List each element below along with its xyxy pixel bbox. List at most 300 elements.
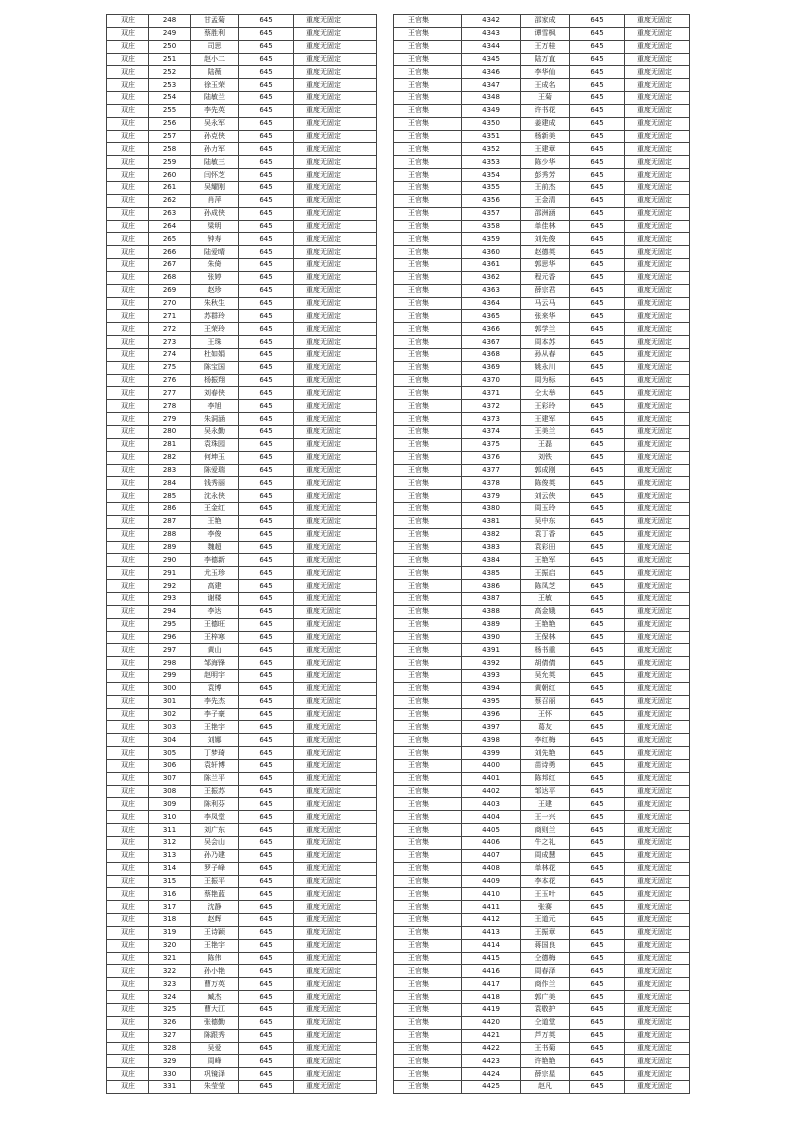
name-cell: 许艳艳	[521, 1055, 570, 1068]
type-cell: 重度无固定	[294, 1016, 377, 1029]
number-cell: 326	[149, 1016, 191, 1029]
type-cell: 重度无固定	[625, 117, 690, 130]
type-cell: 重度无固定	[625, 15, 690, 28]
number-cell: 264	[149, 220, 191, 233]
type-cell: 重度无固定	[625, 592, 690, 605]
name-cell: 王振平	[191, 875, 239, 888]
type-cell: 重度无固定	[625, 939, 690, 952]
area-cell: 双庄	[107, 541, 149, 554]
name-cell: 赵德英	[521, 246, 570, 259]
type-cell: 重度无固定	[294, 374, 377, 387]
amount-cell: 645	[570, 233, 625, 246]
amount-cell: 645	[239, 605, 294, 618]
number-cell: 4378	[462, 477, 521, 490]
number-cell: 294	[149, 605, 191, 618]
number-cell: 4420	[462, 1016, 521, 1029]
area-cell: 双庄	[107, 92, 149, 105]
amount-cell: 645	[239, 336, 294, 349]
area-cell: 王官集	[394, 682, 462, 695]
number-cell: 4344	[462, 40, 521, 53]
table-row	[107, 27, 377, 40]
number-cell: 4361	[462, 259, 521, 272]
name-cell: 薛宗星	[521, 1068, 570, 1081]
amount-cell: 645	[570, 297, 625, 310]
name-cell: 王成名	[521, 79, 570, 92]
amount-cell: 645	[239, 181, 294, 194]
table-row	[107, 528, 377, 541]
area-cell: 双庄	[107, 978, 149, 991]
area-cell: 王官集	[394, 991, 462, 1004]
amount-cell: 645	[239, 798, 294, 811]
area-cell: 王官集	[394, 348, 462, 361]
type-cell: 重度无固定	[294, 156, 377, 169]
type-cell: 重度无固定	[625, 259, 690, 272]
table-row	[394, 888, 690, 901]
amount-cell: 645	[570, 143, 625, 156]
table-row	[394, 862, 690, 875]
type-cell: 重度无固定	[294, 657, 377, 670]
type-cell: 重度无固定	[625, 554, 690, 567]
table-row	[107, 515, 377, 528]
number-cell: 307	[149, 772, 191, 785]
name-cell: 商作兰	[521, 978, 570, 991]
area-cell: 王官集	[394, 169, 462, 182]
number-cell: 4370	[462, 374, 521, 387]
name-cell: 尤玉珍	[191, 567, 239, 580]
table-row	[107, 1055, 377, 1068]
amount-cell: 645	[570, 438, 625, 451]
area-cell: 双庄	[107, 438, 149, 451]
number-cell: 324	[149, 991, 191, 1004]
amount-cell: 645	[239, 194, 294, 207]
type-cell: 重度无固定	[625, 464, 690, 477]
type-cell: 重度无固定	[625, 323, 690, 336]
table-row	[107, 811, 377, 824]
table-row	[107, 747, 377, 760]
amount-cell: 645	[239, 400, 294, 413]
name-cell: 王菊	[521, 92, 570, 105]
area-cell: 王官集	[394, 567, 462, 580]
name-cell: 丁梦琦	[191, 747, 239, 760]
number-cell: 4373	[462, 413, 521, 426]
name-cell: 陈宝国	[191, 361, 239, 374]
amount-cell: 645	[239, 1029, 294, 1042]
number-cell: 4364	[462, 297, 521, 310]
number-cell: 4386	[462, 580, 521, 593]
area-cell: 双庄	[107, 901, 149, 914]
table-row	[394, 438, 690, 451]
name-cell: 张德勤	[191, 1016, 239, 1029]
name-cell: 陆万直	[521, 53, 570, 66]
number-cell: 4424	[462, 1068, 521, 1081]
name-cell: 王一兴	[521, 811, 570, 824]
area-cell: 双庄	[107, 336, 149, 349]
amount-cell: 645	[239, 169, 294, 182]
type-cell: 重度无固定	[294, 567, 377, 580]
area-cell: 王官集	[394, 901, 462, 914]
table-row	[107, 207, 377, 220]
name-cell: 罗子峰	[191, 862, 239, 875]
type-cell: 重度无固定	[294, 246, 377, 259]
number-cell: 4409	[462, 875, 521, 888]
type-cell: 重度无固定	[625, 682, 690, 695]
area-cell: 王官集	[394, 27, 462, 40]
table-row	[107, 246, 377, 259]
table-row	[107, 862, 377, 875]
type-cell: 重度无固定	[625, 130, 690, 143]
area-cell: 王官集	[394, 631, 462, 644]
type-cell: 重度无固定	[625, 991, 690, 1004]
number-cell: 283	[149, 464, 191, 477]
name-cell: 高金娥	[521, 605, 570, 618]
amount-cell: 645	[570, 1003, 625, 1016]
type-cell: 重度无固定	[294, 323, 377, 336]
area-cell: 王官集	[394, 104, 462, 117]
left-roster-body	[107, 15, 377, 1094]
amount-cell: 645	[570, 246, 625, 259]
table-row	[394, 1068, 690, 1081]
amount-cell: 645	[239, 837, 294, 850]
table-row	[394, 695, 690, 708]
table-row	[107, 92, 377, 105]
type-cell: 重度无固定	[294, 361, 377, 374]
type-cell: 重度无固定	[294, 143, 377, 156]
amount-cell: 645	[570, 592, 625, 605]
table-row	[107, 220, 377, 233]
number-cell: 312	[149, 837, 191, 850]
amount-cell: 645	[570, 387, 625, 400]
name-cell: 李达	[191, 605, 239, 618]
name-cell: 杨振翔	[191, 374, 239, 387]
type-cell: 重度无固定	[294, 515, 377, 528]
number-cell: 286	[149, 503, 191, 516]
table-row	[107, 1003, 377, 1016]
amount-cell: 645	[239, 117, 294, 130]
amount-cell: 645	[239, 284, 294, 297]
name-cell: 王前杰	[521, 181, 570, 194]
area-cell: 王官集	[394, 541, 462, 554]
area-cell: 王官集	[394, 721, 462, 734]
name-cell: 朱莹莹	[191, 1081, 239, 1094]
area-cell: 王官集	[394, 297, 462, 310]
name-cell: 王建	[521, 798, 570, 811]
type-cell: 重度无固定	[625, 336, 690, 349]
number-cell: 4387	[462, 592, 521, 605]
type-cell: 重度无固定	[625, 451, 690, 464]
type-cell: 重度无固定	[625, 400, 690, 413]
amount-cell: 645	[570, 965, 625, 978]
number-cell: 278	[149, 400, 191, 413]
number-cell: 323	[149, 978, 191, 991]
table-row	[394, 66, 690, 79]
number-cell: 4403	[462, 798, 521, 811]
area-cell: 双庄	[107, 464, 149, 477]
type-cell: 重度无固定	[625, 156, 690, 169]
amount-cell: 645	[239, 156, 294, 169]
table-row	[107, 631, 377, 644]
number-cell: 4379	[462, 490, 521, 503]
number-cell: 4353	[462, 156, 521, 169]
name-cell: 李红梅	[521, 734, 570, 747]
area-cell: 双庄	[107, 194, 149, 207]
area-cell: 双庄	[107, 1016, 149, 1029]
type-cell: 重度无固定	[294, 477, 377, 490]
type-cell: 重度无固定	[625, 837, 690, 850]
area-cell: 双庄	[107, 143, 149, 156]
table-row	[394, 169, 690, 182]
type-cell: 重度无固定	[625, 644, 690, 657]
area-cell: 双庄	[107, 1055, 149, 1068]
number-cell: 4397	[462, 721, 521, 734]
name-cell: 吴耀刚	[191, 181, 239, 194]
area-cell: 双庄	[107, 1042, 149, 1055]
area-cell: 王官集	[394, 490, 462, 503]
type-cell: 重度无固定	[625, 104, 690, 117]
number-cell: 282	[149, 451, 191, 464]
left-roster-table	[106, 14, 377, 1094]
table-row	[107, 618, 377, 631]
type-cell: 重度无固定	[294, 837, 377, 850]
name-cell: 苗诗勇	[521, 759, 570, 772]
area-cell: 王官集	[394, 53, 462, 66]
type-cell: 重度无固定	[625, 515, 690, 528]
number-cell: 328	[149, 1042, 191, 1055]
name-cell: 梁明	[191, 220, 239, 233]
area-cell: 王官集	[394, 271, 462, 284]
number-cell: 4416	[462, 965, 521, 978]
area-cell: 王官集	[394, 323, 462, 336]
table-row	[394, 849, 690, 862]
area-cell: 王官集	[394, 1055, 462, 1068]
table-row	[394, 310, 690, 323]
amount-cell: 645	[570, 734, 625, 747]
type-cell: 重度无固定	[294, 271, 377, 284]
name-cell: 邵家成	[521, 15, 570, 28]
type-cell: 重度无固定	[625, 605, 690, 618]
area-cell: 王官集	[394, 246, 462, 259]
number-cell: 4368	[462, 348, 521, 361]
amount-cell: 645	[570, 888, 625, 901]
area-cell: 双庄	[107, 734, 149, 747]
amount-cell: 645	[239, 914, 294, 927]
amount-cell: 645	[570, 477, 625, 490]
type-cell: 重度无固定	[625, 952, 690, 965]
table-row	[107, 952, 377, 965]
table-row	[107, 400, 377, 413]
number-cell: 296	[149, 631, 191, 644]
amount-cell: 645	[570, 528, 625, 541]
table-row	[394, 965, 690, 978]
area-cell: 双庄	[107, 862, 149, 875]
name-cell: 王金红	[191, 503, 239, 516]
type-cell: 重度无固定	[294, 644, 377, 657]
area-cell: 双庄	[107, 15, 149, 28]
number-cell: 4362	[462, 271, 521, 284]
table-row	[107, 695, 377, 708]
table-row	[394, 926, 690, 939]
type-cell: 重度无固定	[294, 670, 377, 683]
area-cell: 王官集	[394, 875, 462, 888]
type-cell: 重度无固定	[294, 939, 377, 952]
amount-cell: 645	[239, 259, 294, 272]
type-cell: 重度无固定	[294, 348, 377, 361]
amount-cell: 645	[570, 772, 625, 785]
type-cell: 重度无固定	[294, 991, 377, 1004]
number-cell: 4371	[462, 387, 521, 400]
amount-cell: 645	[239, 592, 294, 605]
table-row	[107, 1081, 377, 1094]
name-cell: 袁博	[191, 682, 239, 695]
area-cell: 双庄	[107, 426, 149, 439]
amount-cell: 645	[570, 978, 625, 991]
number-cell: 4401	[462, 772, 521, 785]
type-cell: 重度无固定	[625, 1003, 690, 1016]
number-cell: 4392	[462, 657, 521, 670]
type-cell: 重度无固定	[625, 695, 690, 708]
name-cell: 王建章	[521, 143, 570, 156]
name-cell: 袁敬护	[521, 1003, 570, 1016]
type-cell: 重度无固定	[294, 592, 377, 605]
amount-cell: 645	[570, 515, 625, 528]
number-cell: 325	[149, 1003, 191, 1016]
type-cell: 重度无固定	[294, 207, 377, 220]
table-row	[107, 1029, 377, 1042]
area-cell: 双庄	[107, 259, 149, 272]
amount-cell: 645	[570, 400, 625, 413]
area-cell: 王官集	[394, 554, 462, 567]
area-cell: 双庄	[107, 837, 149, 850]
area-cell: 双庄	[107, 66, 149, 79]
area-cell: 王官集	[394, 1068, 462, 1081]
number-cell: 319	[149, 926, 191, 939]
amount-cell: 645	[239, 580, 294, 593]
number-cell: 304	[149, 734, 191, 747]
type-cell: 重度无固定	[294, 233, 377, 246]
type-cell: 重度无固定	[625, 310, 690, 323]
name-cell: 黄山	[191, 644, 239, 657]
area-cell: 双庄	[107, 169, 149, 182]
amount-cell: 645	[570, 721, 625, 734]
number-cell: 4422	[462, 1042, 521, 1055]
type-cell: 重度无固定	[625, 27, 690, 40]
type-cell: 重度无固定	[625, 426, 690, 439]
table-row	[107, 374, 377, 387]
table-row	[394, 323, 690, 336]
name-cell: 杨书重	[521, 644, 570, 657]
type-cell: 重度无固定	[625, 978, 690, 991]
name-cell: 姚永川	[521, 361, 570, 374]
name-cell: 蔡艳蓝	[191, 888, 239, 901]
table-row	[394, 670, 690, 683]
name-cell: 司思	[191, 40, 239, 53]
number-cell: 262	[149, 194, 191, 207]
number-cell: 260	[149, 169, 191, 182]
table-row	[107, 438, 377, 451]
number-cell: 4349	[462, 104, 521, 117]
type-cell: 重度无固定	[294, 824, 377, 837]
amount-cell: 645	[570, 618, 625, 631]
area-cell: 王官集	[394, 503, 462, 516]
number-cell: 297	[149, 644, 191, 657]
table-row	[394, 259, 690, 272]
area-cell: 王官集	[394, 130, 462, 143]
area-cell: 王官集	[394, 824, 462, 837]
name-cell: 陆敏兰	[191, 92, 239, 105]
table-row	[107, 939, 377, 952]
number-cell: 253	[149, 79, 191, 92]
type-cell: 重度无固定	[294, 117, 377, 130]
table-row	[394, 1003, 690, 1016]
area-cell: 双庄	[107, 53, 149, 66]
table-row	[394, 734, 690, 747]
number-cell: 289	[149, 541, 191, 554]
area-cell: 王官集	[394, 734, 462, 747]
amount-cell: 645	[570, 336, 625, 349]
name-cell: 孙克侠	[191, 130, 239, 143]
type-cell: 重度无固定	[625, 747, 690, 760]
table-row	[394, 901, 690, 914]
number-cell: 313	[149, 849, 191, 862]
name-cell: 曹万英	[191, 978, 239, 991]
area-cell: 王官集	[394, 79, 462, 92]
amount-cell: 645	[239, 952, 294, 965]
table-row	[394, 130, 690, 143]
amount-cell: 645	[239, 27, 294, 40]
number-cell: 4381	[462, 515, 521, 528]
number-cell: 316	[149, 888, 191, 901]
area-cell: 王官集	[394, 747, 462, 760]
name-cell: 袁彩田	[521, 541, 570, 554]
area-cell: 王官集	[394, 952, 462, 965]
type-cell: 重度无固定	[294, 426, 377, 439]
area-cell: 双庄	[107, 400, 149, 413]
area-cell: 双庄	[107, 657, 149, 670]
amount-cell: 645	[239, 515, 294, 528]
number-cell: 4400	[462, 759, 521, 772]
amount-cell: 645	[239, 310, 294, 323]
name-cell: 王诗颖	[191, 926, 239, 939]
name-cell: 李先杰	[191, 695, 239, 708]
type-cell: 重度无固定	[294, 259, 377, 272]
area-cell: 王官集	[394, 939, 462, 952]
table-row	[107, 721, 377, 734]
amount-cell: 645	[570, 1042, 625, 1055]
type-cell: 重度无固定	[625, 503, 690, 516]
amount-cell: 645	[239, 387, 294, 400]
table-row	[394, 336, 690, 349]
table-row	[107, 79, 377, 92]
type-cell: 重度无固定	[625, 708, 690, 721]
type-cell: 重度无固定	[294, 772, 377, 785]
name-cell: 赵小二	[191, 53, 239, 66]
name-cell: 朱洞涵	[191, 413, 239, 426]
table-row	[394, 657, 690, 670]
name-cell: 沈静	[191, 901, 239, 914]
number-cell: 4385	[462, 567, 521, 580]
amount-cell: 645	[239, 271, 294, 284]
name-cell: 黄朝红	[521, 682, 570, 695]
table-row	[107, 310, 377, 323]
number-cell: 4402	[462, 785, 521, 798]
amount-cell: 645	[570, 15, 625, 28]
type-cell: 重度无固定	[625, 580, 690, 593]
table-row	[394, 515, 690, 528]
type-cell: 重度无固定	[294, 721, 377, 734]
table-row	[107, 361, 377, 374]
name-cell: 闫怀芝	[191, 169, 239, 182]
area-cell: 王官集	[394, 926, 462, 939]
amount-cell: 645	[570, 117, 625, 130]
